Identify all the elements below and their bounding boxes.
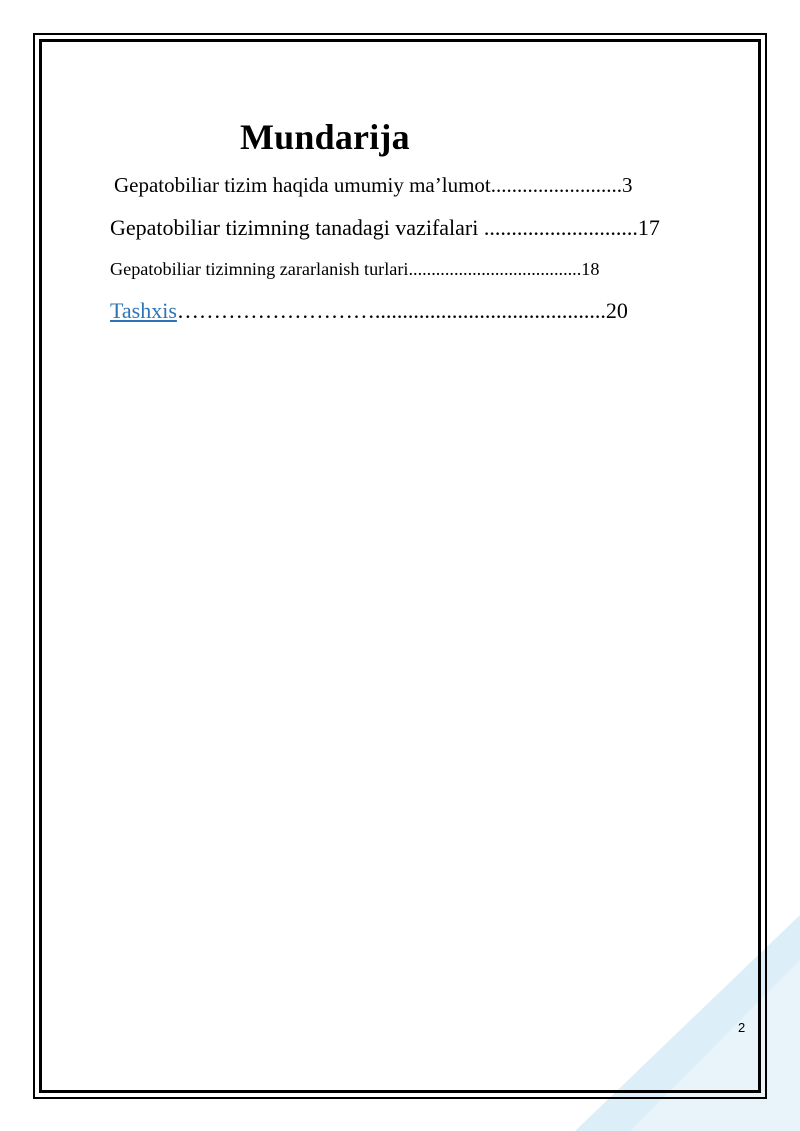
toc-entry[interactable] bbox=[110, 298, 628, 324]
toc-entry-text: Gepatobiliar tizimning tanadagi vazifalari bbox=[110, 215, 484, 240]
toc-entry-page: 20 bbox=[605, 298, 628, 323]
toc-entry[interactable] bbox=[110, 259, 599, 280]
toc-entry-page: 18 bbox=[581, 259, 600, 279]
toc-entry-text: Gepatobiliar tizimning zararlanish turlari bbox=[110, 259, 409, 279]
toc-entry[interactable] bbox=[110, 215, 660, 241]
toc-entry-page: 3 bbox=[622, 173, 633, 197]
page-title: Mundarija bbox=[240, 117, 410, 157]
toc-entry-leader: ……………………….......................................... bbox=[176, 298, 606, 323]
toc-entry-leader: ............................ bbox=[483, 215, 638, 240]
toc-entry-link[interactable]: Tashxis bbox=[110, 298, 177, 323]
toc-entry-leader: ......................... bbox=[490, 173, 622, 197]
toc-entry[interactable] bbox=[114, 173, 633, 198]
toc-entry-page: 17 bbox=[637, 215, 660, 240]
page-number: 2 bbox=[738, 1020, 746, 1035]
toc-entry-text: Gepatobiliar tizim haqida umumiy ma’lumot bbox=[114, 173, 491, 197]
toc-entry-leader: ...................................... bbox=[408, 259, 582, 279]
